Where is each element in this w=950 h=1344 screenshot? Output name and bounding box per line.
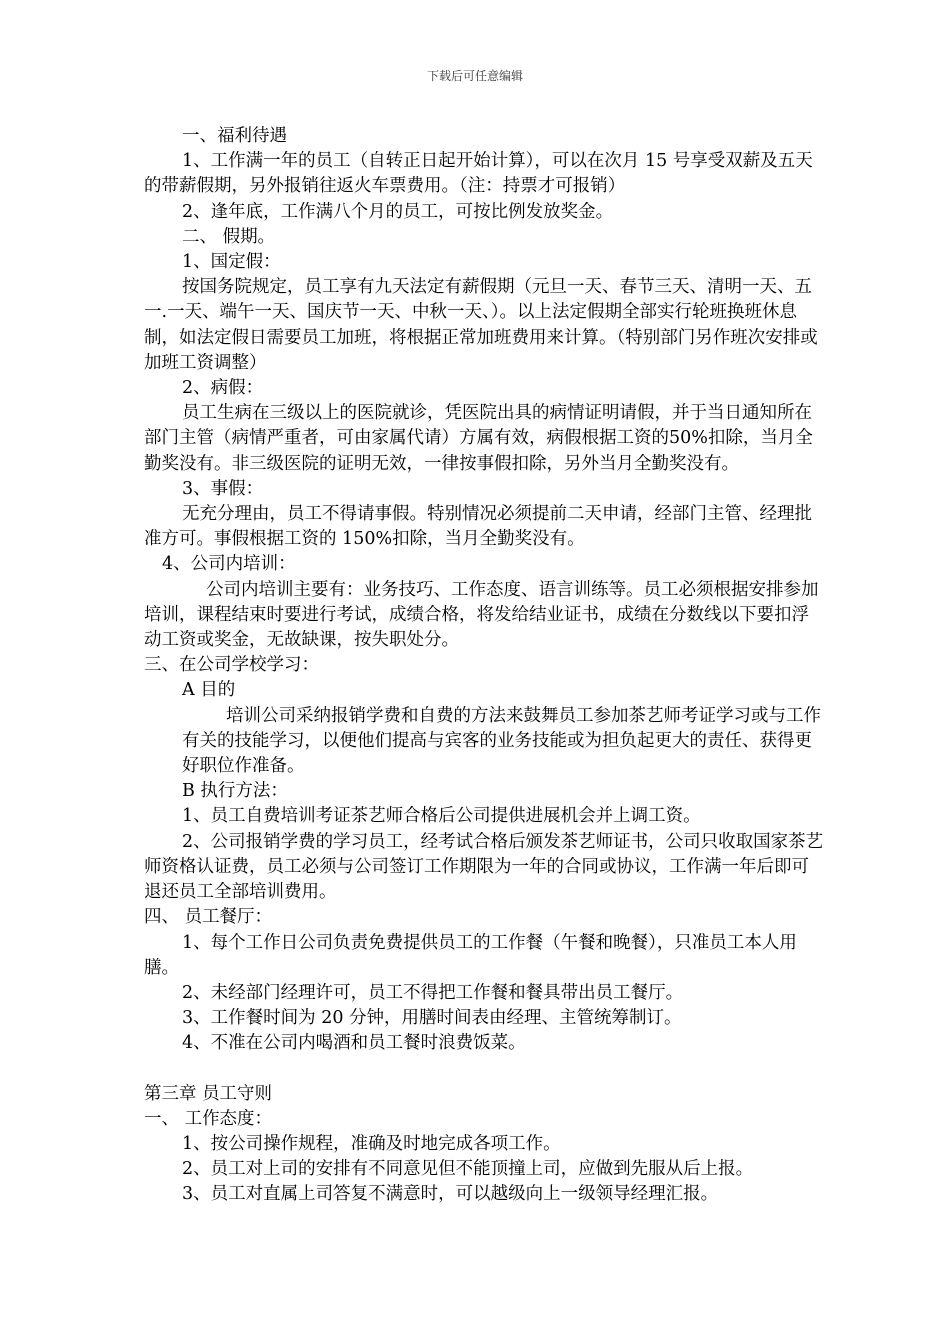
paragraph: 2、未经部门经理许可，员工不得把工作餐和餐具带出员工餐厅。 (182, 982, 684, 1003)
paragraph: 2、公司报销学费的学习员工，经考试合格后颁发茶艺师证书，公司只收取国家茶艺师资格认证费，员工必须与公司签订工作期限为一年的合同或协议，工作满一年后即可退还员工全部培训费用。 (144, 831, 824, 903)
subsection-title: 4、公司内培训： (162, 554, 296, 575)
paragraph: 4、不准在公司内喝酒和员工餐时浪费饭菜。 (182, 1033, 526, 1054)
paragraph: 3、员工对直属上司答复不满意时，可以越级向上一级领导经理汇报。 (182, 1184, 719, 1205)
paragraph: 公司内培训主要有：业务技巧、工作态度、语言训练等。员工必须根据安排参加培训，课程结束时要进行考试，成绩合格，将发给结业证书，成绩在分数线以下要扣浮动工资或奖金，无故缺课，按失职处分。 (144, 579, 819, 651)
paragraph: 按国务院规定，员工享有九天法定有薪假期（元旦一天、春节三天、清明一天、五一.一天、端午一天、国庆节一天、中秋一天、）。以上法定假期全部实行轮班换班休息制，如法定假日需要员工加班，将根据正常加班费用来计算。（特别部门另作班次安排或加班工资调整） (144, 277, 818, 373)
section-title-school: 三、在公司学校学习： (144, 655, 319, 676)
subsection-title: B 执行方法： (182, 781, 288, 802)
section-title-attitude: 一、 工作态度： (144, 1108, 273, 1129)
subsection-title: A 目的 (182, 680, 236, 701)
subsection-title: 2、病假： (182, 378, 264, 399)
document-body (144, 124, 824, 1208)
paragraph: 3、工作餐时间为 20 分钟，用膳时间表由经理、主管统筹制订。 (182, 1008, 682, 1029)
paragraph: 2、员工对上司的安排有不同意见但不能顶撞上司，应做到先服从后上报。 (182, 1159, 754, 1180)
subsection-title: 3、事假： (182, 478, 264, 499)
subsection-title: 1、国定假： (182, 252, 281, 273)
paragraph: 培训公司采纳报销学费和自费的方法来鼓舞员工参加茶艺师考证学习或与工作有关的技能学习，以便他们提高与宾客的业务技能或为担负起更大的责任、获得更好职位作准备。 (182, 705, 821, 777)
section-title-welfare: 一、福利待遇 (182, 126, 287, 146)
section-title-canteen: 四、 员工餐厅： (144, 907, 273, 928)
spacer (144, 1057, 824, 1082)
paragraph: 2、逢年底，工作满八个月的员工，可按比例发放奖金。 (182, 201, 614, 222)
chapter-title: 第三章 员工守则 (144, 1083, 273, 1104)
page-header: 下载后可任意编辑 (426, 69, 523, 83)
paragraph: 无充分理由，员工不得请事假。特别情况必须提前二天申请，经部门主管、经理批准方可。事假根据工资的 150%扣除，当月全勤奖没有。 (144, 504, 812, 550)
section-title-holidays: 二、 假期。 (182, 226, 276, 247)
paragraph: 员工生病在三级以上的医院就诊，凭医院出具的病情证明请假，并于当日通知所在部门主管（病情严重者，可由家属代请）方属有效，病假根据工资的50%扣除，当月全勤奖没有。非三级医院的证明无效，一律按事假扣除，另外当月全勤奖没有。 (144, 403, 813, 474)
paragraph: 1、员工自费培训考证茶艺师合格后公司提供进展机会并上调工资。 (182, 806, 701, 827)
paragraph: 1、工作满一年的员工（自转正日起开始计算），可以在次月 15 号享受双薪及五天的带薪假期，另外报销往返火车票费用。（注：持票才可报销） (144, 151, 813, 197)
paragraph: 1、每个工作日公司负责免费提供员工的工作餐（午餐和晚餐），只准员工本人用膳。 (144, 932, 797, 978)
paragraph: 1、按公司操作规程，准确及时地完成各项工作。 (182, 1133, 561, 1154)
